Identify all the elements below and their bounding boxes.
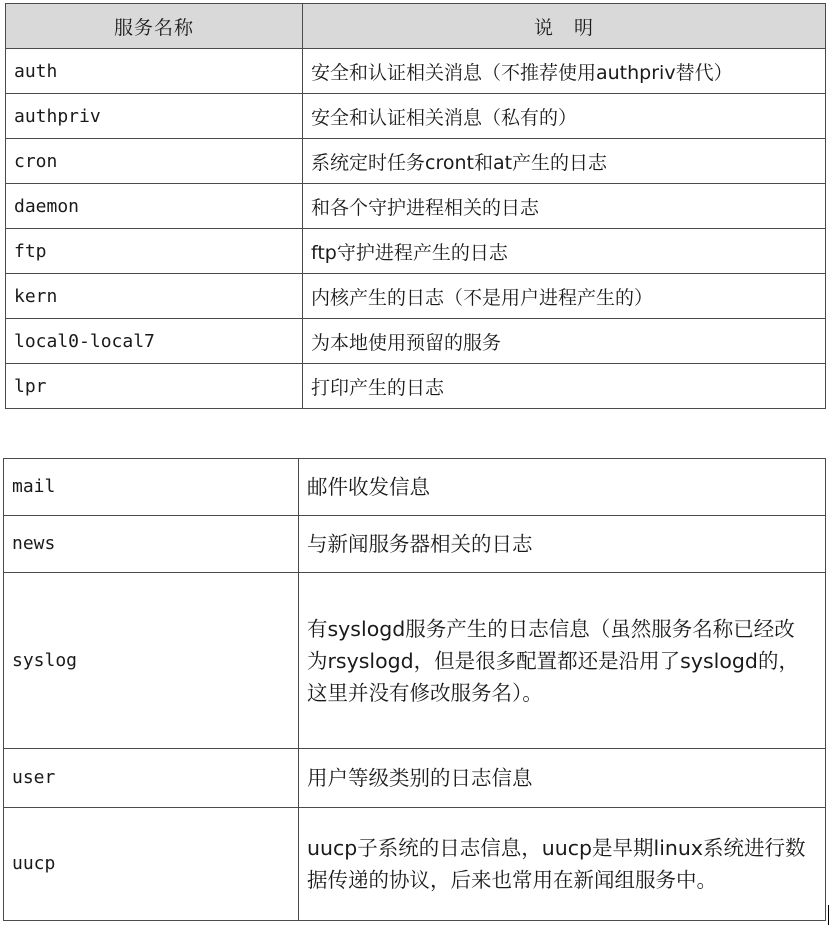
table-row — [6, 364, 826, 409]
service-name-cell: cron — [6, 139, 303, 184]
service-name-cell: local0-local7 — [6, 319, 303, 364]
description-cell: 系统定时任务cront和at产生的日志 — [303, 139, 826, 184]
header-description: 说 明 — [303, 4, 826, 49]
service-name-cell: mail — [4, 459, 299, 516]
description-cell: 安全和认证相关消息（私有的） — [303, 94, 826, 139]
description-cell: uucp子系统的日志信息，uucp是早期linux系统进行数据传递的协议，后来也常用在新闻组服务中。 — [299, 808, 826, 921]
description-cell: 安全和认证相关消息（不推荐使用authpriv替代） — [303, 49, 826, 94]
table-row — [6, 49, 826, 94]
table-row — [6, 319, 826, 364]
table-row — [6, 184, 826, 229]
table-row — [4, 459, 826, 516]
table-row — [4, 573, 826, 749]
service-name-cell: daemon — [6, 184, 303, 229]
table-row — [6, 229, 826, 274]
service-name-cell: syslog — [4, 573, 299, 749]
description-cell: 与新闻服务器相关的日志 — [299, 516, 826, 573]
description-cell: ftp守护进程产生的日志 — [303, 229, 826, 274]
service-name-cell: news — [4, 516, 299, 573]
description-cell: 邮件收发信息 — [299, 459, 826, 516]
table-row — [4, 808, 826, 921]
description-cell: 用户等级类别的日志信息 — [299, 749, 826, 808]
service-name-cell: ftp — [6, 229, 303, 274]
table-row — [4, 749, 826, 808]
service-name-cell: auth — [6, 49, 303, 94]
table-row — [6, 274, 826, 319]
description-cell: 为本地使用预留的服务 — [303, 319, 826, 364]
table-row — [6, 94, 826, 139]
description-cell: 内核产生的日志（不是用户进程产生的） — [303, 274, 826, 319]
description-cell: 有syslogd服务产生的日志信息（虽然服务名称已经改为rsyslogd，但是很多配置都还是沿用了syslogd的，这里并没有修改服务名）。 — [299, 573, 826, 749]
service-name-cell: kern — [6, 274, 303, 319]
table-row — [6, 139, 826, 184]
table-row — [4, 516, 826, 573]
table-header-row — [6, 4, 826, 49]
description-cell: 和各个守护进程相关的日志 — [303, 184, 826, 229]
service-name-cell: uucp — [4, 808, 299, 921]
facility-table-2 — [3, 458, 826, 921]
description-cell: 打印产生的日志 — [303, 364, 826, 409]
facility-table-1 — [5, 3, 826, 409]
service-name-cell: authpriv — [6, 94, 303, 139]
service-name-cell: user — [4, 749, 299, 808]
service-name-cell: lpr — [6, 364, 303, 409]
header-service-name: 服务名称 — [6, 4, 303, 49]
